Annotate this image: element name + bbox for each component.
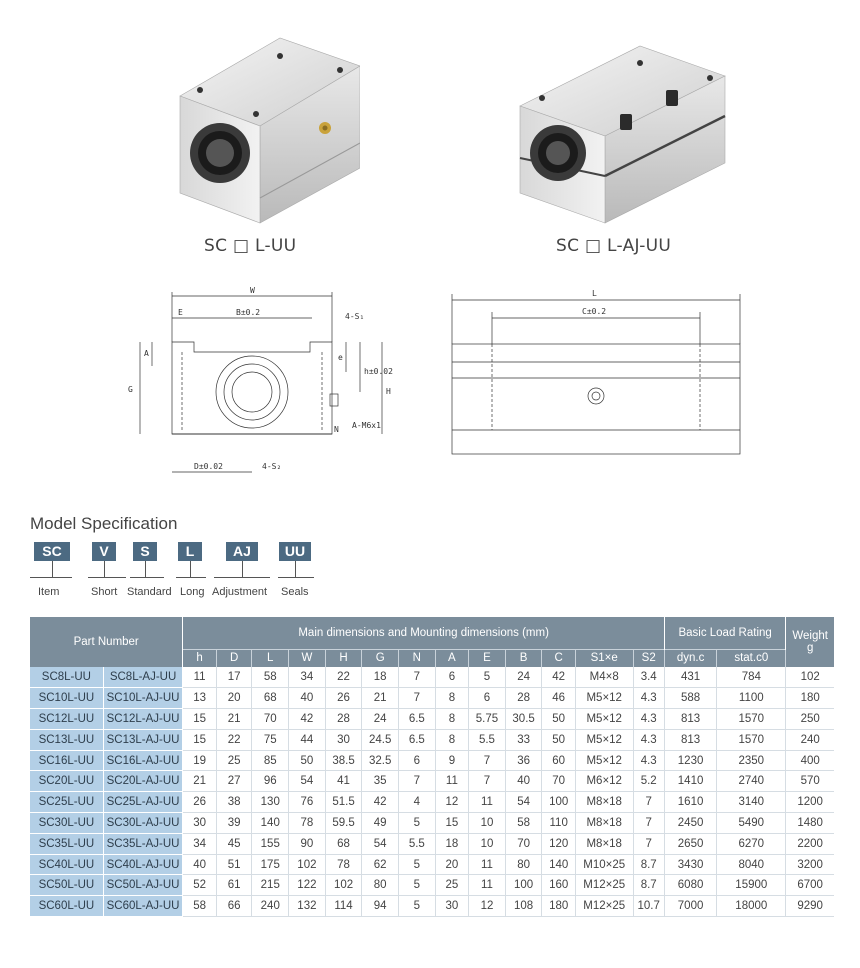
spec-code-aj: AJ xyxy=(226,542,258,561)
table-cell: 8 xyxy=(435,688,469,709)
table-cell: M10×25 xyxy=(575,854,633,875)
table-cell: 5490 xyxy=(717,813,786,834)
table-cell: 76 xyxy=(289,792,326,813)
model-specification-title: Model Specification xyxy=(30,514,178,533)
spec-connector xyxy=(190,561,191,577)
table-cell: 60 xyxy=(542,750,576,771)
spec-label-short: Short xyxy=(91,586,118,598)
table-row xyxy=(30,667,834,688)
spec-label-adjustment: Adjustment xyxy=(212,586,268,598)
table-cell: 78 xyxy=(289,813,326,834)
table-cell: M5×12 xyxy=(575,688,633,709)
table-cell: 66 xyxy=(216,896,252,917)
table-cell: 45 xyxy=(216,833,252,854)
part-number-cell: SC35L-AJ-UU xyxy=(103,833,183,854)
table-cell: 6 xyxy=(435,667,469,688)
table-cell: 7 xyxy=(399,771,436,792)
table-cell: 588 xyxy=(664,688,716,709)
table-cell: 30.5 xyxy=(505,709,542,730)
table-cell: 54 xyxy=(362,833,399,854)
table-cell: 4.3 xyxy=(633,709,664,730)
col-header: h xyxy=(183,649,217,667)
table-cell: 12 xyxy=(435,792,469,813)
header-weight-label: Weight xyxy=(792,630,828,642)
table-cell: 2740 xyxy=(717,771,786,792)
spec-connector xyxy=(242,561,243,577)
table-cell: 13 xyxy=(183,688,217,709)
part-number-cell: SC40L-AJ-UU xyxy=(103,854,183,875)
table-cell: 570 xyxy=(786,771,834,792)
table-cell: 5.2 xyxy=(633,771,664,792)
table-cell: 1100 xyxy=(717,688,786,709)
table-cell: 15 xyxy=(183,729,217,750)
table-cell: 21 xyxy=(362,688,399,709)
table-cell: 41 xyxy=(325,771,362,792)
table-cell: 12 xyxy=(469,896,506,917)
product-caption-left: SC □ L-UU xyxy=(204,236,297,256)
table-cell: 4.3 xyxy=(633,729,664,750)
col-header: E xyxy=(469,649,506,667)
table-cell: 25 xyxy=(435,875,469,896)
table-cell: 3140 xyxy=(717,792,786,813)
table-cell: 1570 xyxy=(717,709,786,730)
table-cell: 5 xyxy=(469,667,506,688)
table-cell: 24.5 xyxy=(362,729,399,750)
table-cell: 40 xyxy=(183,854,217,875)
table-cell: 5.5 xyxy=(399,833,436,854)
col-header: L xyxy=(252,649,289,667)
table-row xyxy=(30,833,834,854)
table-cell: 52 xyxy=(183,875,217,896)
col-header: S1×e xyxy=(575,649,633,667)
table-cell: 7 xyxy=(399,688,436,709)
dim-label-hh: H xyxy=(386,387,391,396)
table-cell: 114 xyxy=(325,896,362,917)
table-cell: 6.5 xyxy=(399,709,436,730)
table-cell: 180 xyxy=(542,896,576,917)
dim-label-s2: 4-S₂ xyxy=(262,462,282,471)
part-number-cell: SC12L-UU xyxy=(30,709,103,730)
spec-label-long: Long xyxy=(180,586,205,598)
header-part-number: Part Number xyxy=(30,617,183,667)
table-cell: M8×18 xyxy=(575,833,633,854)
table-cell: 250 xyxy=(786,709,834,730)
part-number-cell: SC30L-AJ-UU xyxy=(103,813,183,834)
table-cell: 28 xyxy=(505,688,542,709)
table-cell: 28 xyxy=(325,709,362,730)
spec-label-seals: Seals xyxy=(281,586,309,598)
spec-label-item: Item xyxy=(38,586,60,598)
col-header: dyn.c xyxy=(664,649,716,667)
table-cell: 3430 xyxy=(664,854,716,875)
table-cell: 58 xyxy=(252,667,289,688)
table-cell: 784 xyxy=(717,667,786,688)
table-cell: 17 xyxy=(216,667,252,688)
table-cell: 102 xyxy=(786,667,834,688)
table-cell: 58 xyxy=(505,813,542,834)
dimensions-table xyxy=(30,617,834,917)
table-cell: 1230 xyxy=(664,750,716,771)
table-cell: 400 xyxy=(786,750,834,771)
spec-connector xyxy=(295,561,296,577)
table-cell: 26 xyxy=(325,688,362,709)
table-cell: 240 xyxy=(786,729,834,750)
table-cell: 11 xyxy=(469,792,506,813)
table-cell: 6 xyxy=(469,688,506,709)
table-cell: 25 xyxy=(216,750,252,771)
spec-code-sc: SC xyxy=(34,542,70,561)
col-header: N xyxy=(399,649,436,667)
spec-connector xyxy=(88,577,126,578)
dim-label-d: D±0.02 xyxy=(194,462,223,471)
table-cell: 11 xyxy=(469,875,506,896)
part-number-cell: SC25L-UU xyxy=(30,792,103,813)
table-cell: 8.7 xyxy=(633,854,664,875)
col-header: W xyxy=(289,649,326,667)
table-cell: 11 xyxy=(183,667,217,688)
table-cell: 11 xyxy=(469,854,506,875)
table-cell: 18 xyxy=(435,833,469,854)
table-cell: 39 xyxy=(216,813,252,834)
table-cell: 110 xyxy=(542,813,576,834)
table-cell: 5.75 xyxy=(469,709,506,730)
table-cell: M4×8 xyxy=(575,667,633,688)
table-cell: 5 xyxy=(399,896,436,917)
part-number-cell: SC50L-AJ-UU xyxy=(103,875,183,896)
table-row xyxy=(30,813,834,834)
table-cell: 40 xyxy=(505,771,542,792)
table-cell: 431 xyxy=(664,667,716,688)
table-cell: 36 xyxy=(505,750,542,771)
header-weight-unit: g xyxy=(806,642,814,654)
dim-label-w: W xyxy=(250,286,255,295)
spec-code-s: S xyxy=(133,542,157,561)
table-cell: 51.5 xyxy=(325,792,362,813)
table-cell: 2350 xyxy=(717,750,786,771)
dim-label-e-small: e xyxy=(338,353,343,362)
part-number-cell: SC16L-AJ-UU xyxy=(103,750,183,771)
table-cell: 50 xyxy=(289,750,326,771)
col-header: stat.c0 xyxy=(717,649,786,667)
table-cell: 18 xyxy=(362,667,399,688)
table-cell: 96 xyxy=(252,771,289,792)
table-cell: 180 xyxy=(786,688,834,709)
table-cell: 132 xyxy=(289,896,326,917)
part-number-cell: SC10L-UU xyxy=(30,688,103,709)
table-cell: 160 xyxy=(542,875,576,896)
part-number-cell: SC10L-AJ-UU xyxy=(103,688,183,709)
part-number-cell: SC8L-UU xyxy=(30,667,103,688)
table-cell: 24 xyxy=(362,709,399,730)
col-header: G xyxy=(362,649,399,667)
col-header: H xyxy=(325,649,362,667)
dim-label-e: E xyxy=(178,308,183,317)
table-cell: 7 xyxy=(633,833,664,854)
table-cell: 7 xyxy=(399,667,436,688)
table-cell: 50 xyxy=(542,709,576,730)
table-row xyxy=(30,792,834,813)
spec-connector xyxy=(130,577,164,578)
table-cell: 70 xyxy=(505,833,542,854)
spec-label-standard: Standard xyxy=(127,586,172,598)
table-cell: 140 xyxy=(252,813,289,834)
part-number-cell: SC60L-UU xyxy=(30,896,103,917)
table-cell: 42 xyxy=(362,792,399,813)
table-row xyxy=(30,688,834,709)
table-cell: 38.5 xyxy=(325,750,362,771)
table-cell: 42 xyxy=(289,709,326,730)
table-cell: M5×12 xyxy=(575,750,633,771)
table-cell: 30 xyxy=(325,729,362,750)
spec-code-uu: UU xyxy=(279,542,311,561)
table-cell: 34 xyxy=(289,667,326,688)
spec-connector xyxy=(30,577,72,578)
table-cell: 4 xyxy=(399,792,436,813)
table-cell: 24 xyxy=(505,667,542,688)
table-cell: 7 xyxy=(469,771,506,792)
table-cell: 20 xyxy=(216,688,252,709)
table-body xyxy=(30,667,834,917)
table-cell: 7000 xyxy=(664,896,716,917)
table-cell: 80 xyxy=(505,854,542,875)
table-cell: 30 xyxy=(183,813,217,834)
header-main-dimensions: Main dimensions and Mounting dimensions (mm) xyxy=(183,617,665,649)
header-basic-load-rating: Basic Load Rating xyxy=(664,617,785,649)
product-photo-sc-l-aj-uu xyxy=(500,18,740,228)
part-number-cell: SC40L-UU xyxy=(30,854,103,875)
table-cell: 15 xyxy=(435,813,469,834)
table-cell: 15 xyxy=(183,709,217,730)
table-cell: 1480 xyxy=(786,813,834,834)
table-row xyxy=(30,896,834,917)
table-cell: 1610 xyxy=(664,792,716,813)
table-cell: 22 xyxy=(216,729,252,750)
part-number-cell: SC60L-AJ-UU xyxy=(103,896,183,917)
table-cell: 8040 xyxy=(717,854,786,875)
table-cell: 100 xyxy=(505,875,542,896)
table-cell: 10 xyxy=(469,813,506,834)
col-header: S2 xyxy=(633,649,664,667)
spec-connector xyxy=(176,577,206,578)
table-cell: 61 xyxy=(216,875,252,896)
dim-label-a: A xyxy=(144,349,149,358)
table-cell: 813 xyxy=(664,729,716,750)
spec-connector xyxy=(145,561,146,577)
table-cell: M12×25 xyxy=(575,896,633,917)
part-number-cell: SC25L-AJ-UU xyxy=(103,792,183,813)
table-cell: 5 xyxy=(399,813,436,834)
table-cell: 49 xyxy=(362,813,399,834)
table-cell: 38 xyxy=(216,792,252,813)
spec-connector xyxy=(278,577,314,578)
table-row xyxy=(30,729,834,750)
table-cell: M8×18 xyxy=(575,792,633,813)
table-cell: 10 xyxy=(469,833,506,854)
table-cell: 140 xyxy=(542,854,576,875)
table-cell: 18000 xyxy=(717,896,786,917)
table-cell: 11 xyxy=(435,771,469,792)
spec-code-v: V xyxy=(92,542,116,561)
table-cell: 122 xyxy=(289,875,326,896)
part-number-cell: SC35L-UU xyxy=(30,833,103,854)
dim-label-n: N xyxy=(334,425,339,434)
table-row xyxy=(30,854,834,875)
product-caption-right: SC □ L-AJ-UU xyxy=(556,236,672,256)
col-header: D xyxy=(216,649,252,667)
table-cell: 175 xyxy=(252,854,289,875)
table-cell: 42 xyxy=(542,667,576,688)
table-cell: 3.4 xyxy=(633,667,664,688)
table-cell: M5×12 xyxy=(575,709,633,730)
table-cell: 813 xyxy=(664,709,716,730)
table-cell: 44 xyxy=(289,729,326,750)
part-number-cell: SC13L-UU xyxy=(30,729,103,750)
table-cell: 102 xyxy=(289,854,326,875)
table-cell: 9290 xyxy=(786,896,834,917)
table-cell: M5×12 xyxy=(575,729,633,750)
product-photo-sc-l-uu xyxy=(160,18,360,228)
table-cell: 5 xyxy=(399,875,436,896)
table-cell: 1570 xyxy=(717,729,786,750)
table-cell: 130 xyxy=(252,792,289,813)
table-cell: 70 xyxy=(542,771,576,792)
dim-label-g: G xyxy=(128,385,133,394)
part-number-cell: SC20L-AJ-UU xyxy=(103,771,183,792)
table-cell: 6 xyxy=(399,750,436,771)
table-cell: 50 xyxy=(542,729,576,750)
part-number-cell: SC12L-AJ-UU xyxy=(103,709,183,730)
table-cell: 22 xyxy=(325,667,362,688)
table-cell: 51 xyxy=(216,854,252,875)
table-cell: 78 xyxy=(325,854,362,875)
table-cell: 100 xyxy=(542,792,576,813)
technical-drawing-side xyxy=(440,282,760,472)
dim-label-b: B±0.2 xyxy=(236,308,261,317)
table-cell: 26 xyxy=(183,792,217,813)
dim-label-l: L xyxy=(592,289,597,298)
table-cell: 54 xyxy=(505,792,542,813)
table-cell: 58 xyxy=(183,896,217,917)
table-cell: 90 xyxy=(289,833,326,854)
table-cell: 155 xyxy=(252,833,289,854)
dim-label-c: C±0.2 xyxy=(582,307,607,316)
table-cell: 59.5 xyxy=(325,813,362,834)
table-cell: 6700 xyxy=(786,875,834,896)
table-cell: M8×18 xyxy=(575,813,633,834)
table-cell: 108 xyxy=(505,896,542,917)
part-number-cell: SC8L-AJ-UU xyxy=(103,667,183,688)
table-cell: 54 xyxy=(289,771,326,792)
table-cell: 34 xyxy=(183,833,217,854)
col-header: C xyxy=(542,649,576,667)
table-cell: 46 xyxy=(542,688,576,709)
col-header: B xyxy=(505,649,542,667)
col-header: A xyxy=(435,649,469,667)
table-cell: 1410 xyxy=(664,771,716,792)
table-cell: 68 xyxy=(252,688,289,709)
part-number-cell: SC50L-UU xyxy=(30,875,103,896)
table-row xyxy=(30,709,834,730)
table-cell: 120 xyxy=(542,833,576,854)
table-cell: 7 xyxy=(633,813,664,834)
dim-label-h: h±0.02 xyxy=(364,367,393,376)
table-cell: 8 xyxy=(435,709,469,730)
table-cell: 2450 xyxy=(664,813,716,834)
spec-connector xyxy=(214,577,270,578)
spec-connector xyxy=(104,561,105,577)
table-cell: 1200 xyxy=(786,792,834,813)
table-cell: 85 xyxy=(252,750,289,771)
table-cell: 32.5 xyxy=(362,750,399,771)
table-cell: 2200 xyxy=(786,833,834,854)
table-cell: 33 xyxy=(505,729,542,750)
table-cell: 5 xyxy=(399,854,436,875)
table-cell: 27 xyxy=(216,771,252,792)
table-cell: 21 xyxy=(216,709,252,730)
table-cell: 62 xyxy=(362,854,399,875)
dim-label-s1: 4-S₁ xyxy=(345,312,365,321)
table-cell: 8 xyxy=(435,729,469,750)
table-cell: M12×25 xyxy=(575,875,633,896)
table-cell: 9 xyxy=(435,750,469,771)
table-row xyxy=(30,875,834,896)
table-cell: 102 xyxy=(325,875,362,896)
table-cell: 6.5 xyxy=(399,729,436,750)
table-cell: 240 xyxy=(252,896,289,917)
table-cell: 7 xyxy=(469,750,506,771)
table-cell: 5.5 xyxy=(469,729,506,750)
table-cell: 4.3 xyxy=(633,750,664,771)
table-cell: 10.7 xyxy=(633,896,664,917)
table-cell: 94 xyxy=(362,896,399,917)
table-cell: 15900 xyxy=(717,875,786,896)
table-cell: 19 xyxy=(183,750,217,771)
spec-connector xyxy=(52,561,53,577)
table-cell: 6080 xyxy=(664,875,716,896)
table-cell: 40 xyxy=(289,688,326,709)
table-cell: 4.3 xyxy=(633,688,664,709)
technical-drawing-front xyxy=(112,282,412,482)
table-cell: 3200 xyxy=(786,854,834,875)
table-row xyxy=(30,750,834,771)
table-cell: 215 xyxy=(252,875,289,896)
table-cell: 80 xyxy=(362,875,399,896)
part-number-cell: SC20L-UU xyxy=(30,771,103,792)
table-cell: 2650 xyxy=(664,833,716,854)
dim-label-a-m6: A-M6x1 xyxy=(352,421,381,430)
spec-code-l: L xyxy=(178,542,202,561)
part-number-cell: SC30L-UU xyxy=(30,813,103,834)
table-cell: 30 xyxy=(435,896,469,917)
part-number-cell: SC13L-AJ-UU xyxy=(103,729,183,750)
table-cell: 35 xyxy=(362,771,399,792)
table-cell: 70 xyxy=(252,709,289,730)
table-cell: 68 xyxy=(325,833,362,854)
part-number-cell: SC16L-UU xyxy=(30,750,103,771)
table-cell: 7 xyxy=(633,792,664,813)
table-cell: 8.7 xyxy=(633,875,664,896)
header-weight xyxy=(786,617,834,667)
table-cell: 20 xyxy=(435,854,469,875)
table-cell: M6×12 xyxy=(575,771,633,792)
table-cell: 75 xyxy=(252,729,289,750)
table-row xyxy=(30,771,834,792)
table-cell: 6270 xyxy=(717,833,786,854)
table-cell: 21 xyxy=(183,771,217,792)
